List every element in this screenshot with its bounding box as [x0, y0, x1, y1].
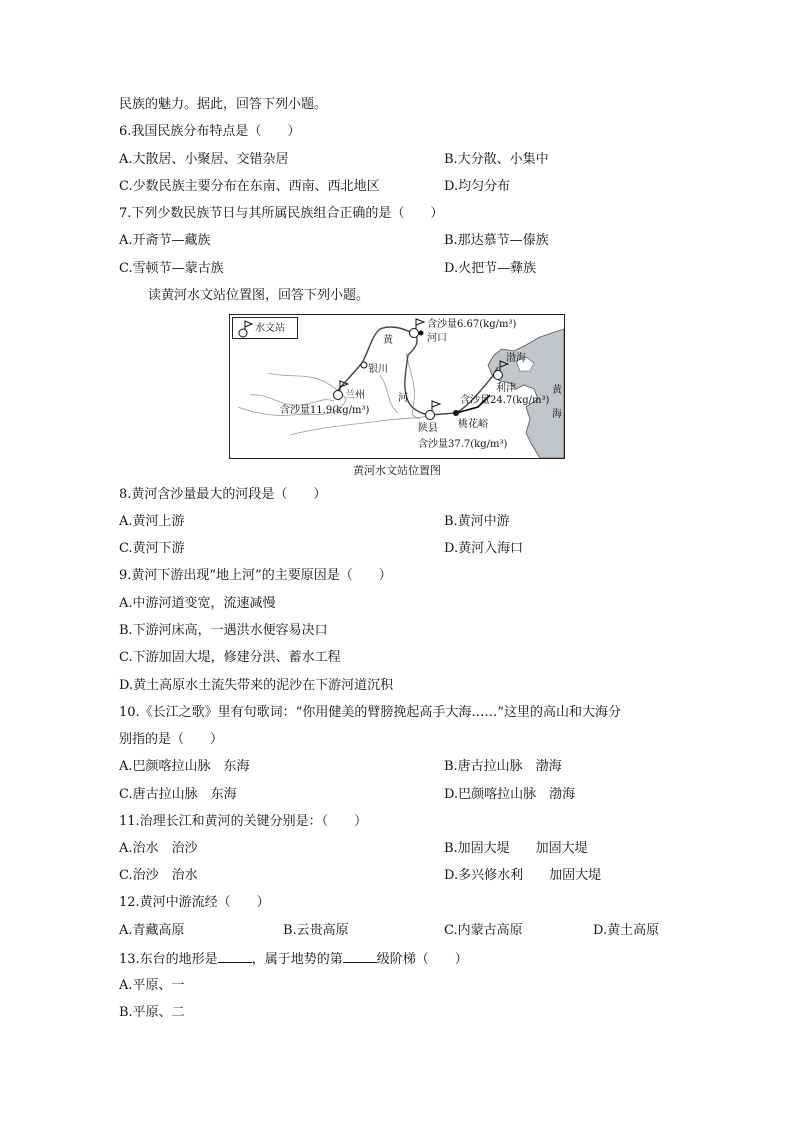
- label-lanzhou-sand: 含沙量11.9(kg/m³): [280, 405, 370, 416]
- q10-option-d[interactable]: D.巴颜喀拉山脉 渤海: [444, 787, 576, 802]
- q6-option-d[interactable]: D.均匀分布: [444, 179, 511, 194]
- tributary: [290, 415, 430, 435]
- label-hekou: 河口: [427, 333, 447, 344]
- q7-option-c[interactable]: C.雪顿节—蒙古族: [119, 261, 224, 276]
- q7-option-a[interactable]: A.开斋节—藏族: [119, 233, 211, 248]
- q10-option-a[interactable]: A.巴颜喀拉山脉 东海: [119, 759, 250, 774]
- q9-stem: 9.黄河下游出现“地上河”的主要原因是（ ）: [119, 568, 392, 583]
- label-yinchuan: 银川: [368, 364, 388, 375]
- q7-stem: 7.下列少数民族节日与其所属民族组合正确的是（ ）: [119, 206, 444, 221]
- city-taohuayu: [453, 410, 459, 416]
- q12-option-d[interactable]: D.黄土高原: [593, 923, 660, 938]
- q6-option-a[interactable]: A.大散居、小聚居、交错杂居: [119, 152, 289, 167]
- label-taohuayu: 桃花峪: [458, 419, 488, 430]
- q6-option-c[interactable]: C.少数民族主要分布在东南、西南、西北地区: [119, 179, 380, 194]
- q6-stem: 6.我国民族分布特点是（ ）: [119, 124, 301, 139]
- q10-option-b[interactable]: B.唐古拉山脉 渤海: [444, 759, 562, 774]
- q12-option-b[interactable]: B.云贵高原: [283, 923, 349, 938]
- q12-stem: 12.黄河中游流经（ ）: [119, 895, 270, 910]
- q10-stem-line2: 别指的是（ ）: [119, 732, 224, 747]
- intro-tail: 民族的魅力。据此，回答下列小题。: [119, 97, 328, 112]
- legend-label: 水文站: [255, 323, 285, 334]
- flag-icon: [432, 401, 440, 411]
- station-legend-icon: [236, 319, 256, 339]
- station-lijin: [494, 371, 503, 380]
- q8-option-a[interactable]: A.黄河上游: [119, 514, 185, 529]
- q13-blank-1: [218, 950, 252, 963]
- city-dot-hekou: [419, 331, 424, 336]
- label-lijin: 利津: [496, 383, 516, 394]
- q10-option-c[interactable]: C.唐古拉山脉 东海: [119, 787, 237, 802]
- q13-stem-part3: 级阶梯（ ）: [376, 952, 468, 967]
- label-shanxian-sand: 含沙量37.7(kg/m³): [418, 439, 508, 450]
- q9-option-a[interactable]: A.中游河道变宽，流速减慢: [119, 596, 276, 611]
- station-lanzhou: [334, 391, 343, 400]
- q8-option-c[interactable]: C.黄河下游: [119, 541, 185, 556]
- q11-option-a[interactable]: A.治水 治沙: [119, 841, 198, 856]
- tributary: [406, 353, 420, 419]
- label-shanxian: 陕县: [418, 423, 438, 434]
- station-shanxian: [426, 411, 435, 420]
- label-huanghai-2: 海: [552, 409, 562, 420]
- q12-option-a[interactable]: A.青藏高原: [119, 923, 185, 938]
- q13-option-a[interactable]: A.平原、一: [119, 978, 185, 993]
- label-huang: 黄: [383, 335, 393, 346]
- station-hekou: [410, 329, 419, 338]
- q13-stem-part1: 13.东台的地形是: [119, 952, 218, 967]
- q9-option-c[interactable]: C.下游加固大堤，修建分洪、蓄水工程: [119, 650, 341, 665]
- q9-option-d[interactable]: D.黄土高原水土流失带来的泥沙在下游河道沉积: [119, 678, 394, 693]
- q7-option-d[interactable]: D.火把节—彝族: [444, 261, 537, 276]
- flag-icon: [416, 319, 424, 329]
- tributary: [250, 395, 334, 405]
- q12-option-c[interactable]: C.内蒙古高原: [444, 923, 523, 938]
- q8-stem: 8.黄河含沙量最大的河段是（ ）: [119, 487, 327, 502]
- q11-option-c[interactable]: C.治沙 治水: [119, 868, 198, 883]
- q11-stem: 11.治理长江和黄河的关键分别是：（ ）: [119, 814, 368, 829]
- city-yinchuan: [361, 362, 367, 368]
- label-bohai: 渤海: [506, 353, 526, 364]
- yellow-river-station-map: [229, 314, 565, 459]
- q6-option-b[interactable]: B.大分散、小集中: [444, 152, 549, 167]
- label-he: 河: [398, 393, 408, 404]
- label-lijin-sand: 含沙量24.7(kg/m³): [460, 395, 550, 406]
- map-intro: 读黄河水文站位置图，回答下列小题。: [148, 288, 370, 303]
- q13-stem-part2: ，属于地势的第: [251, 952, 343, 967]
- q8-option-b[interactable]: B.黄河中游: [444, 514, 510, 529]
- q13-stem: [119, 950, 468, 968]
- q10-stem-line1: 10.《长江之歌》里有句歌词：“你用健美的臂膀挽起高手大海……”这里的高山和大海分: [119, 705, 621, 720]
- q13-blank-2: [343, 950, 377, 963]
- label-lanzhou: 兰州: [345, 390, 365, 401]
- q13-option-b[interactable]: B.平原、二: [119, 1005, 185, 1020]
- label-hekou-sand: 含沙量6.67(kg/m³): [427, 319, 517, 330]
- map-caption: 黄河水文站位置图: [353, 464, 441, 477]
- q8-option-d[interactable]: D.黄河入海口: [444, 541, 524, 556]
- q11-option-d[interactable]: D.多兴修水利 加固大堤: [444, 868, 602, 883]
- q11-option-b[interactable]: B.加固大堤 加固大堤: [444, 841, 588, 856]
- q9-option-b[interactable]: B.下游河床高，一遇洪水便容易决口: [119, 623, 328, 638]
- label-huanghai-1: 黄: [552, 385, 562, 396]
- tributary: [380, 375, 398, 413]
- map-legend: [232, 317, 298, 339]
- q7-option-b[interactable]: B.那达慕节—傣族: [444, 233, 549, 248]
